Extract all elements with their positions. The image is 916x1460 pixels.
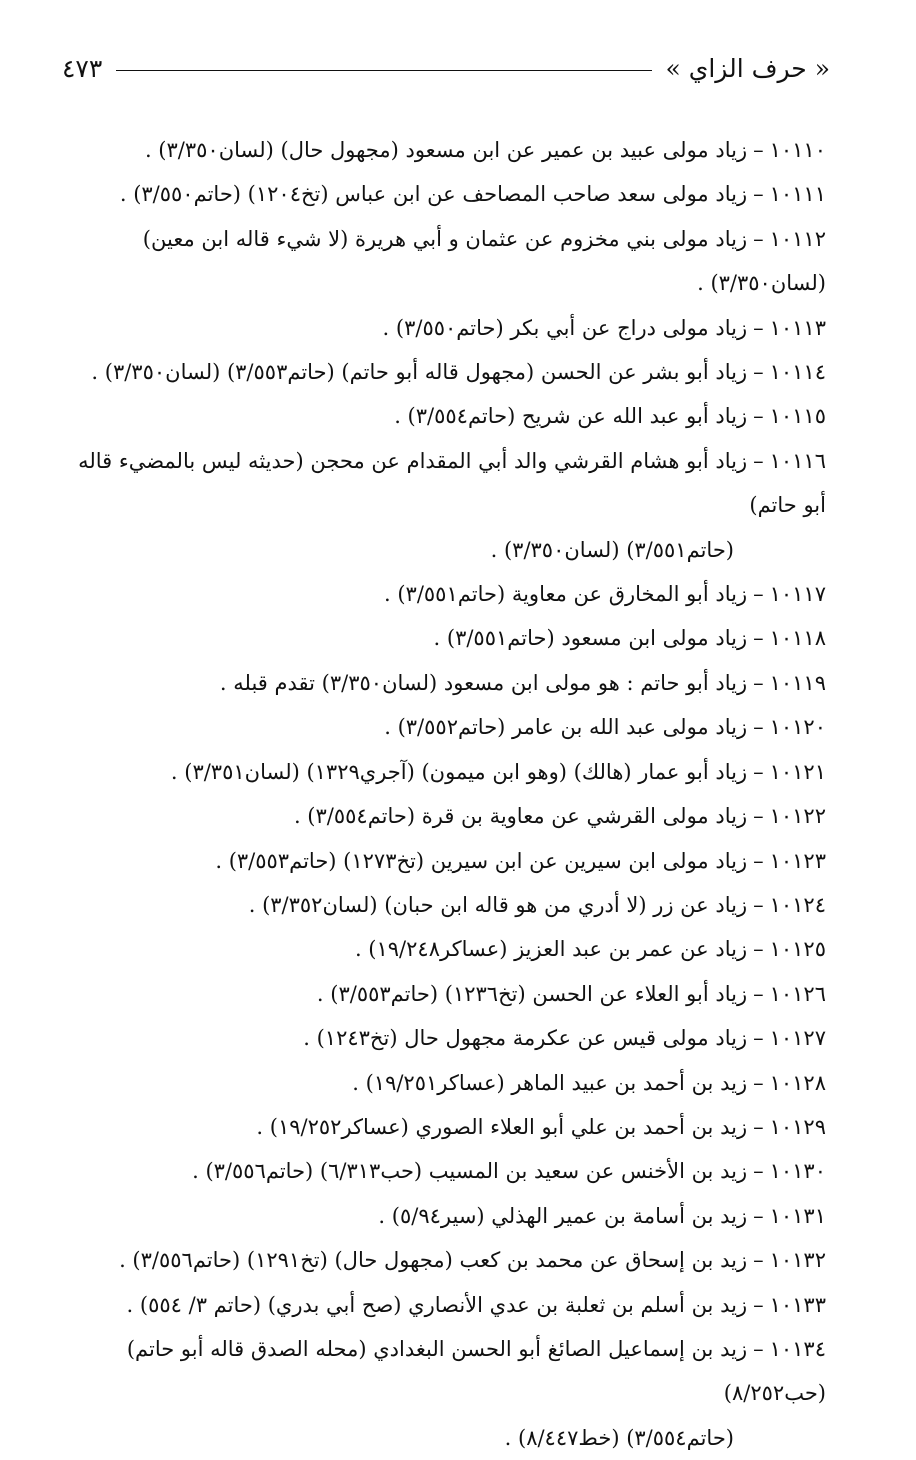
entry-number: ١٠١١٣ xyxy=(769,315,826,340)
entry xyxy=(70,750,826,794)
entry-text: زيد بن أحمد بن عبيد الماهر (عساكر١٩/٢٥١) . xyxy=(352,1070,748,1095)
entry xyxy=(70,1149,826,1193)
entry-separator: – xyxy=(753,315,764,340)
entry xyxy=(70,616,826,660)
header-rule xyxy=(116,70,651,71)
entry-separator: – xyxy=(753,138,764,162)
entry-separator: – xyxy=(753,182,764,207)
entry-number: ١٠١١٩ xyxy=(769,670,826,695)
entry-number: ١٠١٢٤ xyxy=(769,892,826,917)
entry xyxy=(70,1016,826,1060)
entry-text: زياد أبو عبد الله عن شريح (حاتم٣/٥٥٤) . xyxy=(394,404,748,429)
entry-text: زياد مولى ابن سيرين عن ابن سيرين (تخ١٢٧٣) (حاتم٣/٥٥٣) . xyxy=(215,848,748,873)
entry-list xyxy=(70,128,826,1460)
entry-text: زياد مولى بني مخزوم عن عثمان و أبي هريرة (لا شيء قاله ابن معين) (لسان٣/٣٥٠) . xyxy=(142,226,826,296)
entry-number: ١٠١٢٦ xyxy=(769,981,826,1006)
entry-number: ١٠١١٥ xyxy=(769,404,826,429)
entry xyxy=(70,394,826,438)
entry-continuation: (حاتم٣/٥٥١) (لسان٣/٣٥٠) . xyxy=(490,537,734,562)
entry xyxy=(70,1061,826,1105)
entry-text: زيد بن أسامة بن عمير الهذلي (سير٥/٩٤) . xyxy=(378,1203,748,1228)
entry-separator: – xyxy=(753,1336,764,1361)
entry-number: ١٠١١٢ xyxy=(769,226,826,251)
entry-text: زياد مولى قيس عن عكرمة مجهول حال (تخ١٢٤٣) . xyxy=(303,1026,748,1051)
entry-number: ١٠١٣٢ xyxy=(769,1248,826,1273)
entry-number: ١٠١١٠ xyxy=(769,138,826,162)
page-number: ٤٧٣ xyxy=(62,53,103,83)
entry-separator: – xyxy=(753,626,764,651)
entry-number: ١٠١٢٥ xyxy=(769,937,826,962)
entry-number: ١٠١١١ xyxy=(769,182,826,207)
entry-number: ١٠١٣٤ xyxy=(769,1336,826,1361)
entry xyxy=(70,661,826,705)
entry-text: زياد عن عمر بن عبد العزيز (عساكر١٩/٢٤٨) . xyxy=(354,937,748,962)
entry-text: زياد مولى ابن مسعود (حاتم٣/٥٥١) . xyxy=(433,626,748,651)
entry-number: ١٠١٣٠ xyxy=(769,1159,826,1184)
entry xyxy=(70,306,826,350)
entry-separator: – xyxy=(753,360,764,385)
entry-text: زياد مولى القرشي عن معاوية بن قرة (حاتم٣/٥٥٤) . xyxy=(293,804,748,829)
entry-separator: – xyxy=(753,404,764,429)
entry-text: زياد مولى سعد صاحب المصاحف عن ابن عباس (تخ١٢٠٤) (حاتم٣/٥٥٠) . xyxy=(119,182,748,207)
entry xyxy=(70,1105,826,1149)
entry-number: ١٠١٢٩ xyxy=(769,1114,826,1139)
entry-number: ١٠١١٦ xyxy=(769,448,826,473)
entry-number: ١٠١٢٠ xyxy=(769,715,826,740)
entry-number: ١٠١٣٣ xyxy=(769,1292,826,1317)
entry-text: زيد بن الأخنس عن سعيد بن المسيب (حب٦/٣١٣) (حاتم٣/٥٥٦) . xyxy=(192,1159,748,1184)
entry-separator: – xyxy=(753,1248,764,1273)
entry-separator: – xyxy=(753,892,764,917)
entry-separator: – xyxy=(753,1026,764,1051)
entry xyxy=(70,350,826,394)
entry-text: زياد أبو هشام القرشي والد أبي المقدام عن محجن (حديثه ليس بالمضيء قاله أبو حاتم) xyxy=(78,448,826,518)
entry-number: ١٠١٢١ xyxy=(769,759,826,784)
entry-number: ١٠١٢٢ xyxy=(769,804,826,829)
entry xyxy=(70,128,826,172)
entry-number: ١٠١١٤ xyxy=(769,360,826,385)
entry-text: زياد مولى عبد الله بن عامر (حاتم٣/٥٥٢) . xyxy=(384,715,748,740)
entry xyxy=(70,705,826,749)
entry-number: ١٠١٢٨ xyxy=(769,1070,826,1095)
entry-separator: – xyxy=(753,226,764,251)
entry-number: ١٠١٢٣ xyxy=(769,848,826,873)
entry xyxy=(70,1327,826,1460)
entry xyxy=(70,572,826,616)
entry-text: زياد أبو عمار (هالك) (وهو ابن ميمون) (آجري١٣٢٩) (لسان٣/٣٥١) . xyxy=(170,759,748,784)
entry-number: ١٠١٢٧ xyxy=(769,1026,826,1051)
entry-separator: – xyxy=(753,670,764,695)
entry-text: زيد بن إسحاق عن محمد بن كعب (مجهول حال) (تخ١٢٩١) (حاتم٣/٥٥٦) . xyxy=(119,1248,748,1273)
entry-text: زياد أبو بشر عن الحسن (مجهول قاله أبو حاتم) (حاتم٣/٥٥٣) (لسان٣/٣٥٠) . xyxy=(91,360,748,385)
entry xyxy=(70,839,826,883)
entry-separator: – xyxy=(753,981,764,1006)
entry-text: زياد مولى دراج عن أبي بكر (حاتم٣/٥٥٠) . xyxy=(382,315,748,340)
entry-separator: – xyxy=(753,1203,764,1228)
entry-text: زيد بن أسلم بن ثعلبة بن عدي الأنصاري (صح أبي بدري) (حاتم ٣/ ٥٥٤) . xyxy=(126,1292,748,1317)
entry-text: زياد مولى عبيد بن عمير عن ابن مسعود (مجهول حال) (لسان٣/٣٥٠) . xyxy=(144,138,748,162)
running-title: « حرف الزاي » xyxy=(665,53,830,83)
entry-number: ١٠١١٧ xyxy=(769,582,826,607)
entry-separator: – xyxy=(753,937,764,962)
entry-separator: – xyxy=(753,1292,764,1317)
entry-separator: – xyxy=(753,804,764,829)
entry xyxy=(70,883,826,927)
entry xyxy=(70,927,826,971)
entry xyxy=(70,794,826,838)
entry-number: ١٠١١٨ xyxy=(769,626,826,651)
entry xyxy=(70,439,826,572)
entry-number: ١٠١٣١ xyxy=(769,1203,826,1228)
entry xyxy=(70,172,826,216)
entry-separator: – xyxy=(753,1159,764,1184)
entry-separator: – xyxy=(753,1070,764,1095)
entry-separator: – xyxy=(753,715,764,740)
entry xyxy=(70,217,826,306)
entry xyxy=(70,972,826,1016)
entry-separator: – xyxy=(753,582,764,607)
entry-separator: – xyxy=(753,848,764,873)
entry-text: زياد أبو المخارق عن معاوية (حاتم٣/٥٥١) . xyxy=(384,582,748,607)
entry-separator: – xyxy=(753,759,764,784)
entry-text: زيد بن إسماعيل الصائغ أبو الحسن البغدادي (محله الصدق قاله أبو حاتم) (حب٨/٢٥٢) xyxy=(126,1336,826,1406)
entry-text: زياد أبو حاتم : هو مولى ابن مسعود (لسان٣/٣٥٠) تقدم قبله . xyxy=(219,670,748,695)
page-header xyxy=(62,48,830,88)
entry-continuation: (حاتم٣/٥٥٤) (خط٨/٤٤٧) . xyxy=(504,1425,734,1450)
entry xyxy=(70,1238,826,1282)
entry xyxy=(70,1194,826,1238)
entry-separator: – xyxy=(753,1114,764,1139)
entry-text: زياد أبو العلاء عن الحسن (تخ١٢٣٦) (حاتم٣/٥٥٣) . xyxy=(316,981,748,1006)
entry-text: زياد عن زر (لا أدري من هو قاله ابن حبان) (لسان٣/٣٥٢) . xyxy=(248,892,748,917)
entry-separator: – xyxy=(753,448,764,473)
entry-text: زيد بن أحمد بن علي أبو العلاء الصوري (عساكر١٩/٢٥٢) . xyxy=(256,1114,748,1139)
entry xyxy=(70,1283,826,1327)
